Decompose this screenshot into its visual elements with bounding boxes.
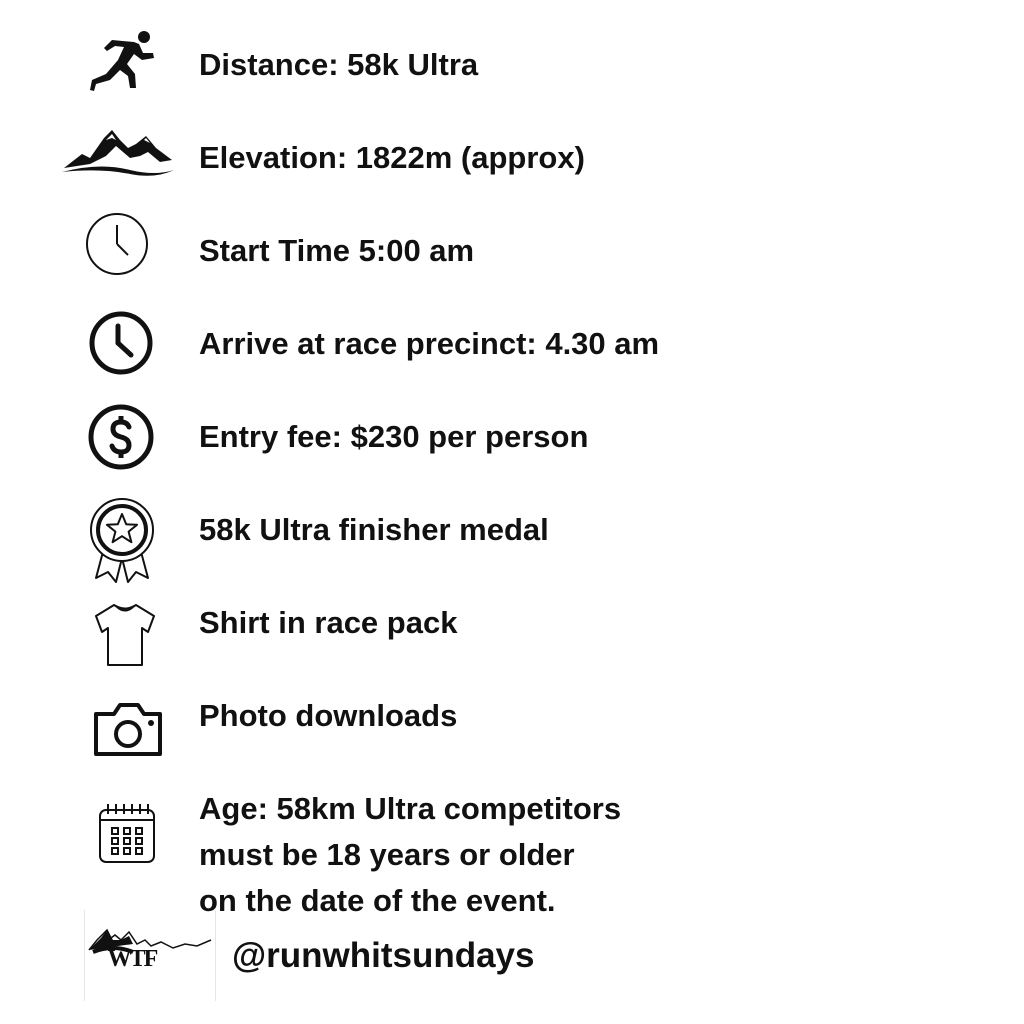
age-line-1: Age: 58km Ultra competitors [199,791,622,826]
photo-text: Photo downloads [199,698,458,733]
clock-bold-icon [87,309,155,377]
mountains-icon [60,126,176,178]
elevation-text: Elevation: 1822m (approx) [199,140,585,175]
distance-text: Distance: 58k Ultra [199,47,479,82]
medal-icon [88,496,156,584]
entry-fee-text: Entry fee: $230 per person [199,419,589,454]
age-line-3: on the date of the event. [199,883,556,918]
event-logo [84,910,216,1001]
camera-icon [92,702,164,758]
tshirt-icon [92,602,158,668]
clock-outline-icon [84,211,150,277]
start-time-text: Start Time 5:00 am [199,233,475,268]
age-line-2: must be 18 years or older [199,837,575,872]
arrive-text: Arrive at race precinct: 4.30 am [199,326,660,361]
sprinter-icon [82,28,168,94]
shirt-text: Shirt in race pack [199,605,458,640]
age-text [199,786,621,924]
logo-text: WTF [107,946,157,972]
medal-text: 58k Ultra finisher medal [199,512,549,547]
social-handle[interactable]: @runwhitsundays [232,936,535,975]
dollar-coin-icon [86,402,156,472]
calendar-icon [96,800,158,866]
